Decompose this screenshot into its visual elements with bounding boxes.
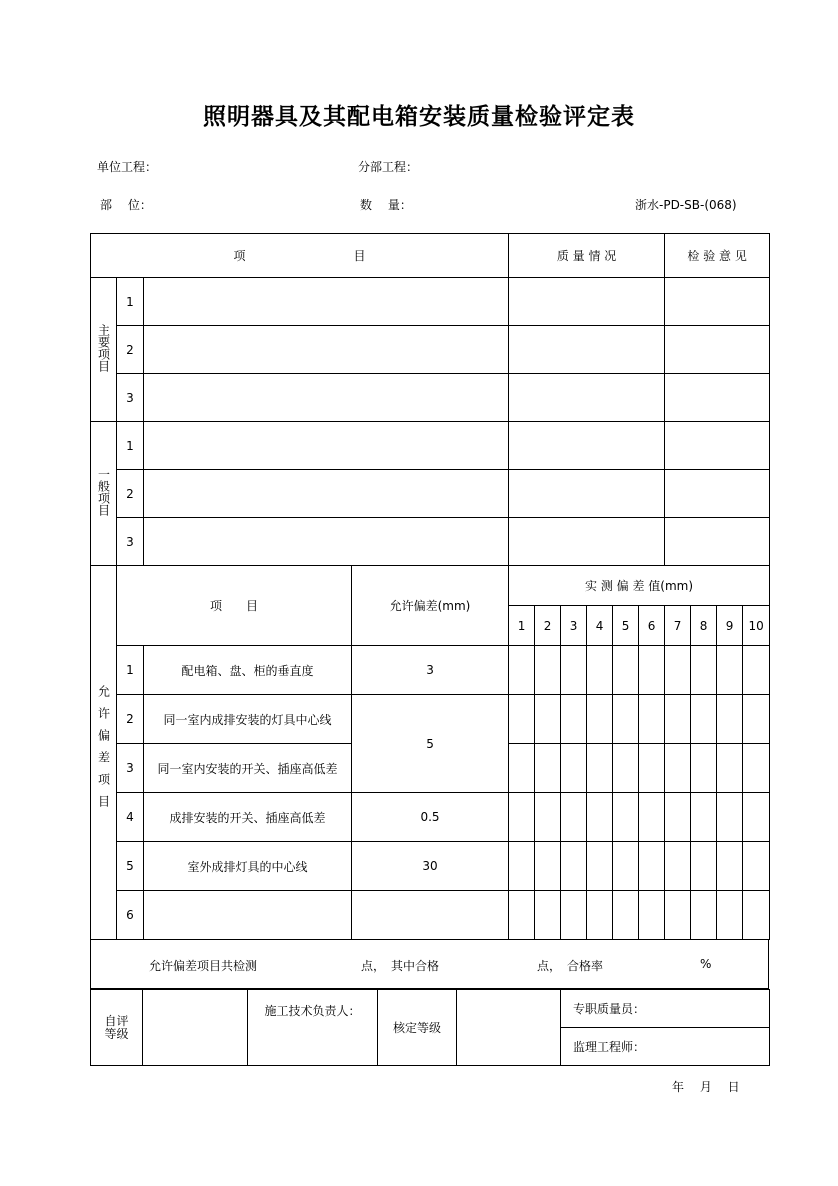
main-item-cell[interactable] (144, 374, 509, 422)
measured-value-cell[interactable] (587, 744, 613, 793)
measure-column-number: 8 (691, 606, 717, 646)
self-grade-value[interactable] (143, 990, 248, 1066)
measured-value-cell[interactable] (743, 646, 770, 695)
quality-cell[interactable] (509, 470, 665, 518)
row-number: 2 (117, 695, 144, 744)
measured-value-cell[interactable] (717, 695, 743, 744)
measured-value-cell[interactable] (561, 646, 587, 695)
measured-value-cell[interactable] (717, 891, 743, 940)
general-item-cell[interactable] (144, 470, 509, 518)
row-number: 5 (117, 842, 144, 891)
row-number: 2 (117, 470, 144, 518)
row-number: 2 (117, 326, 144, 374)
measure-column-number: 9 (717, 606, 743, 646)
main-item-cell[interactable] (144, 278, 509, 326)
measured-value-cell[interactable] (613, 744, 639, 793)
opinion-cell[interactable] (665, 374, 770, 422)
summary-table (90, 939, 769, 989)
measured-value-cell[interactable] (691, 695, 717, 744)
measured-value-cell[interactable] (509, 842, 535, 891)
general-item-cell[interactable] (144, 518, 509, 566)
measure-column-number: 4 (587, 606, 613, 646)
row-number: 6 (117, 891, 144, 940)
tolerance-item: 配电箱、盘、柜的垂直度 (144, 646, 352, 695)
measured-value-cell[interactable] (509, 646, 535, 695)
measured-value-cell[interactable] (535, 891, 561, 940)
measured-value-cell[interactable] (509, 891, 535, 940)
measured-value-cell[interactable] (665, 842, 691, 891)
verified-grade-label: 核定等级 (378, 990, 457, 1066)
quality-cell[interactable] (509, 518, 665, 566)
quantity-label: 数 量： (360, 198, 412, 212)
tolerance-item: 成排安装的开关、插座高低差 (144, 793, 352, 842)
opinion-cell[interactable] (665, 518, 770, 566)
measured-value-cell[interactable] (743, 842, 770, 891)
measured-value-cell[interactable] (613, 695, 639, 744)
measured-value-cell[interactable] (743, 695, 770, 744)
tolerance-item: 同一室内成排安装的灯具中心线 (144, 695, 352, 744)
measured-value-cell[interactable] (587, 646, 613, 695)
measured-value-cell[interactable] (691, 646, 717, 695)
tech-lead-label: 施工技术负责人： (248, 990, 378, 1066)
summary-count-label: 允许偏差项目共检测 (149, 959, 258, 973)
tolerance-items-label: 允许偏差项目 (96, 685, 111, 817)
measured-value-cell[interactable] (691, 744, 717, 793)
row-number: 3 (117, 744, 144, 793)
measured-value-cell[interactable] (743, 744, 770, 793)
main-table (90, 233, 770, 940)
measured-value-cell[interactable] (639, 695, 665, 744)
measured-value-cell[interactable] (535, 695, 561, 744)
row-number: 3 (117, 518, 144, 566)
header-quality: 质 量 情 况 (509, 234, 665, 278)
allowed-value: 30 (352, 842, 509, 891)
measured-value-cell[interactable] (717, 646, 743, 695)
measure-column-number: 6 (639, 606, 665, 646)
measured-value-cell[interactable] (613, 646, 639, 695)
header-item: 项 目 (91, 234, 509, 278)
measured-value-cell[interactable] (613, 793, 639, 842)
measured-value-cell[interactable] (535, 744, 561, 793)
measured-value-cell[interactable] (613, 891, 639, 940)
signature-table (90, 989, 770, 1066)
measured-value-cell[interactable] (561, 891, 587, 940)
row-number: 3 (117, 374, 144, 422)
row-number: 1 (117, 646, 144, 695)
summary-passed-label: 点， 其中合格 (361, 959, 440, 973)
quality-cell[interactable] (509, 326, 665, 374)
measured-value-cell[interactable] (639, 793, 665, 842)
measured-value-cell[interactable] (587, 695, 613, 744)
measured-value-cell[interactable] (639, 646, 665, 695)
measured-value-cell[interactable] (639, 842, 665, 891)
measured-value-cell[interactable] (691, 793, 717, 842)
measured-value-cell[interactable] (665, 891, 691, 940)
allowed-value: 5 (352, 695, 509, 793)
form-title: 照明器具及其配电箱安装质量检验评定表 (203, 104, 635, 130)
measured-value-cell[interactable] (587, 842, 613, 891)
measured-value-cell[interactable] (509, 695, 535, 744)
measured-value-cell[interactable] (535, 646, 561, 695)
measured-value-cell[interactable] (717, 842, 743, 891)
location-label: 部 位： (100, 198, 152, 212)
measured-value-cell[interactable] (561, 695, 587, 744)
form-code: 浙水-PD-SB-(068) (635, 198, 737, 212)
quality-cell[interactable] (509, 278, 665, 326)
row-number: 4 (117, 793, 144, 842)
measured-value-cell[interactable] (509, 793, 535, 842)
measured-value-cell[interactable] (535, 793, 561, 842)
measured-value-cell[interactable] (561, 793, 587, 842)
measure-column-number: 2 (535, 606, 561, 646)
measured-value-cell[interactable] (743, 793, 770, 842)
tolerance-item[interactable] (144, 891, 352, 940)
opinion-cell[interactable] (665, 326, 770, 374)
quality-cell[interactable] (509, 422, 665, 470)
measured-value-cell[interactable] (665, 793, 691, 842)
main-item-cell[interactable] (144, 326, 509, 374)
measure-column-number: 7 (665, 606, 691, 646)
opinion-cell[interactable] (665, 470, 770, 518)
summary-rate-label: 点， 合格率 (537, 959, 604, 973)
allowed-value: 3 (352, 646, 509, 695)
measured-value-cell[interactable] (639, 891, 665, 940)
measured-value-cell[interactable] (717, 793, 743, 842)
measured-value-cell[interactable] (613, 842, 639, 891)
measured-value-cell[interactable] (743, 891, 770, 940)
verified-grade-value[interactable] (457, 990, 561, 1066)
tolerance-item-header: 项 目 (117, 566, 352, 646)
general-item-cell[interactable] (144, 422, 509, 470)
sub-project-label: 分部工程： (358, 160, 419, 174)
measure-column-number: 3 (561, 606, 587, 646)
supervisor-label: 监理工程师： (561, 1028, 770, 1066)
measured-value-cell[interactable] (587, 891, 613, 940)
measured-value-cell[interactable] (561, 744, 587, 793)
quality-cell[interactable] (509, 374, 665, 422)
measured-value-cell[interactable] (665, 646, 691, 695)
measured-value-cell[interactable] (717, 744, 743, 793)
allowed-deviation-header: 允许偏差(mm) (352, 566, 509, 646)
measure-column-number: 10 (743, 606, 770, 646)
measured-value-cell[interactable] (691, 891, 717, 940)
opinion-cell[interactable] (665, 278, 770, 326)
measured-value-cell[interactable] (509, 744, 535, 793)
general-items-label: 一般项目 (96, 468, 111, 516)
date-label: 年 月 日 (672, 1080, 740, 1094)
measured-value-cell[interactable] (587, 793, 613, 842)
summary-percent: % (700, 957, 712, 971)
measure-column-number: 1 (509, 606, 535, 646)
row-number: 1 (117, 422, 144, 470)
qc-label: 专职质量员： (561, 990, 770, 1028)
measured-value-cell[interactable] (691, 842, 717, 891)
allowed-value: 0.5 (352, 793, 509, 842)
measured-value-cell[interactable] (639, 744, 665, 793)
self-grade-label: 自评等级 (104, 1013, 129, 1041)
unit-project-label: 单位工程： (97, 160, 158, 174)
measured-header: 实 测 偏 差 值(mm) (509, 566, 770, 606)
measured-value-cell[interactable] (665, 744, 691, 793)
tolerance-item: 同一室内安装的开关、插座高低差 (144, 744, 352, 793)
header-opinion: 检 验 意 见 (665, 234, 770, 278)
main-items-label: 主要项目 (96, 324, 111, 372)
measured-value-cell[interactable] (665, 695, 691, 744)
row-number: 1 (117, 278, 144, 326)
tolerance-item: 室外成排灯具的中心线 (144, 842, 352, 891)
allowed-value[interactable] (352, 891, 509, 940)
measure-column-number: 5 (613, 606, 639, 646)
opinion-cell[interactable] (665, 422, 770, 470)
measured-value-cell[interactable] (535, 842, 561, 891)
measured-value-cell[interactable] (561, 842, 587, 891)
